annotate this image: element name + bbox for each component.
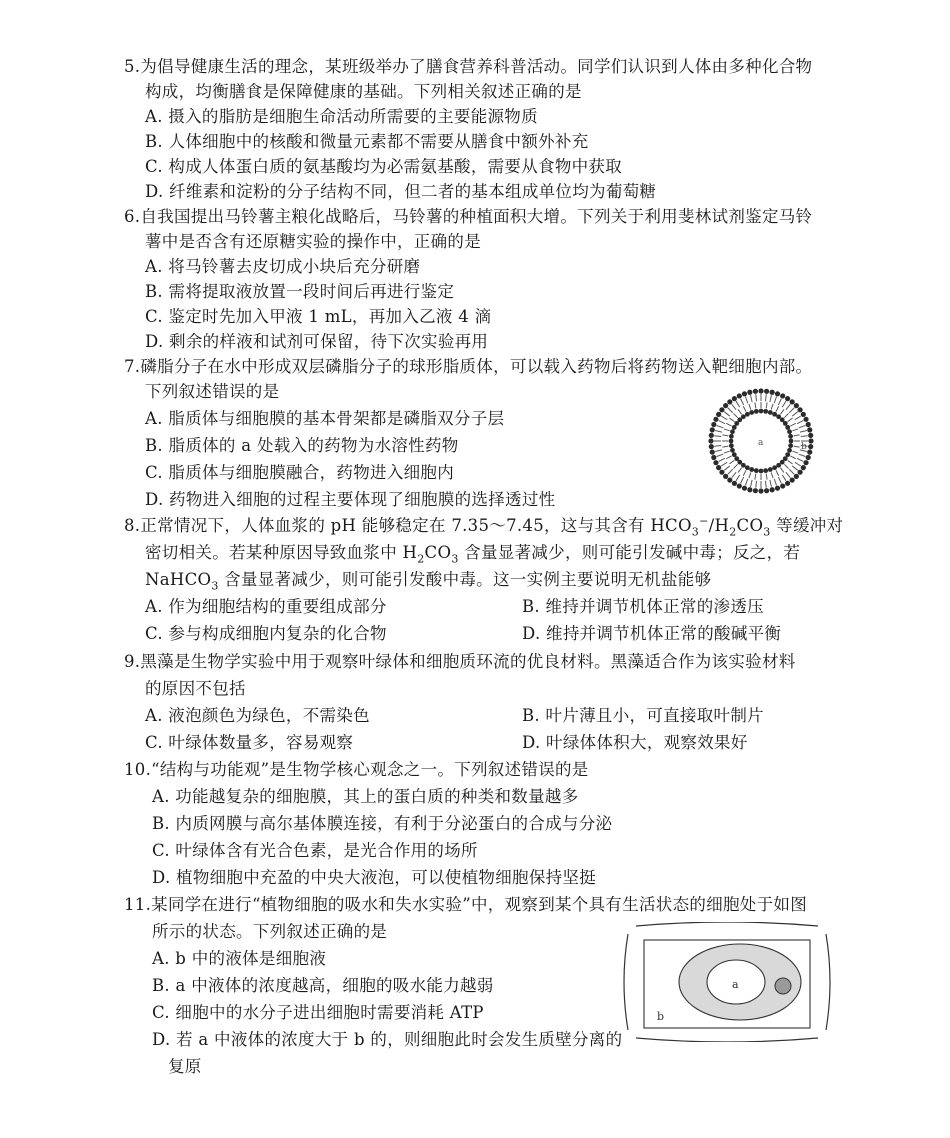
q8-option-c: C. 参与构成细胞内复杂的化合物	[145, 624, 387, 643]
phospholipid-tail	[755, 474, 756, 480]
phospholipid-tail	[801, 436, 808, 437]
phospholipid-head	[749, 467, 754, 472]
q8-option-d: D. 维持并调节机体正常的酸碱平衡	[522, 624, 782, 643]
phospholipid-tail	[776, 470, 779, 475]
phospholipid-tail	[770, 480, 772, 487]
phospholipid-tail	[732, 404, 736, 409]
q11-option-c: C. 细胞中的水分子进出细胞时需要消耗 ATP	[152, 1003, 484, 1022]
phospholipid-tail	[778, 399, 781, 405]
phospholipid-head	[730, 448, 735, 453]
phospholipid-tail	[770, 395, 772, 402]
phospholipid-head	[785, 481, 790, 486]
phospholipid-tail	[799, 425, 806, 427]
phospholipid-tail	[790, 456, 795, 459]
phospholipid-head	[713, 460, 718, 465]
phospholipid-head	[729, 443, 734, 448]
phospholipid-head	[788, 443, 793, 448]
phospholipid-head	[749, 410, 754, 415]
phospholipid-tail	[774, 479, 776, 486]
phospholipid-head	[808, 444, 813, 449]
phospholipid-tail	[728, 469, 733, 474]
q6-option-c: C. 鉴定时先加入甲液 1 mL，再加入乙液 4 滴	[145, 307, 492, 326]
phospholipid-tail	[736, 475, 740, 481]
phospholipid-tail	[729, 460, 734, 464]
phospholipid-tail	[724, 466, 729, 470]
phospholipid-head	[759, 469, 764, 474]
phospholipid-tail	[733, 464, 737, 468]
phospholipid-tail	[792, 451, 798, 453]
phospholipid-tail	[756, 394, 757, 401]
q7-option-b: B. 脂质体的 a 处载入的药物为水溶性药物	[145, 436, 459, 455]
phospholipid-head	[803, 417, 808, 422]
q8-option-b: B. 维持并调节机体正常的渗透压	[522, 597, 764, 616]
phospholipid-tail	[789, 408, 794, 413]
phospholipid-head	[768, 467, 773, 472]
phospholipid-tail	[797, 421, 803, 424]
q11-option-b: B. a 中液体的浓度越高，细胞的吸水能力越弱	[152, 976, 494, 995]
phospholipid-head	[794, 474, 799, 479]
phospholipid-tail	[792, 412, 797, 416]
phospholipid-tail	[722, 435, 728, 436]
phospholipid-head	[780, 393, 785, 398]
liposome-label-b: b	[801, 442, 807, 452]
q11-stem-line1: 11.某同学在进行“植物细胞的吸水和失水实验”中，观察到某个具有生活状态的细胞处于如图	[124, 895, 808, 914]
phospholipid-head	[806, 422, 811, 427]
q7-stem-line1: 7.磷脂分子在水中形成双层磷脂分子的球形脂质体，可以载入药物后将药物送入靶细胞内部。	[124, 357, 813, 376]
q9-stem-line1: 9.黑藻是生物学实验中用于观察叶绿体和细胞质环流的优良材料。黑藻适合作为该实验材料	[124, 652, 796, 671]
liposome-figure	[705, 385, 817, 497]
phospholipid-tail	[765, 394, 766, 401]
phospholipid-head	[790, 477, 795, 482]
phospholipid-tail	[797, 458, 803, 461]
phospholipid-head	[785, 452, 790, 457]
q5-stem-line2: 构成，均衡膳食是保障健康的基础。下列相关叙述正确的是	[145, 82, 582, 101]
q9-option-b: B. 叶片薄且小，可直接取叶制片	[522, 706, 764, 725]
phospholipid-head	[787, 429, 792, 434]
nucleus	[775, 978, 791, 994]
phospholipid-tail	[792, 466, 797, 470]
phospholipid-head	[808, 438, 813, 443]
phospholipid-tail	[743, 406, 746, 411]
phospholipid-tail	[714, 445, 721, 446]
phospholipid-tail	[724, 412, 729, 416]
phospholipid-tail	[741, 477, 744, 483]
phospholipid-tail	[741, 399, 744, 405]
phospholipid-tail	[726, 456, 731, 459]
phospholipid-tail	[795, 416, 801, 420]
phospholipid-head	[806, 455, 811, 460]
cell-wall-right	[826, 934, 830, 1030]
phospholipid-tail	[788, 460, 793, 464]
phospholipid-head	[727, 399, 732, 404]
phospholipid-tail	[780, 468, 784, 473]
phospholipid-head	[737, 393, 742, 398]
phospholipid-head	[780, 483, 785, 488]
phospholipid-tail	[743, 470, 746, 475]
phospholipid-head	[801, 465, 806, 470]
phospholipid-tail	[756, 481, 757, 488]
phospholipid-head	[741, 414, 746, 419]
q5-option-c: C. 构成人体蛋白质的氨基酸均为必需氨基酸，需要从食物中获取	[145, 157, 623, 176]
phospholipid-head	[730, 429, 735, 434]
phospholipid-tail	[732, 472, 736, 477]
q10-option-d: D. 植物细胞中充盈的中央大液泡，可以使植物细胞保持坚挺	[152, 868, 597, 887]
q7-option-d: D. 药物进入细胞的过程主要体现了细胞膜的选择透过性	[145, 490, 556, 509]
q6-stem-line1: 6.自我国提出马铃薯主粮化战略后，马铃薯的种植面积大增。下列关于利用斐林试剂鉴定马铃	[124, 207, 813, 226]
cell-label-b: b	[657, 1010, 665, 1023]
phospholipid-head	[801, 412, 806, 417]
phospholipid-head	[772, 465, 777, 470]
phospholipid-head	[787, 448, 792, 453]
phospholipid-head	[807, 450, 812, 455]
phospholipid-head	[737, 483, 742, 488]
phospholipid-head	[713, 417, 718, 422]
phospholipid-head	[745, 412, 750, 417]
phospholipid-head	[723, 474, 728, 479]
phospholipid-head	[763, 409, 768, 414]
phospholipid-tail	[745, 479, 747, 486]
q6-option-a: A. 将马铃薯去皮切成小块后充分研磨	[145, 257, 421, 276]
phospholipid-tail	[724, 451, 730, 453]
phospholipid-tail	[715, 431, 722, 433]
phospholipid-tail	[729, 418, 734, 422]
phospholipid-tail	[771, 472, 773, 478]
phospholipid-head	[764, 389, 769, 394]
phospholipid-head	[775, 486, 780, 491]
q6-stem-line2: 薯中是否含有还原糖实验的操作中，正确的是	[145, 232, 481, 251]
phospholipid-head	[758, 388, 763, 393]
phospholipid-head	[719, 407, 724, 412]
phospholipid-head	[803, 460, 808, 465]
phospholipid-head	[747, 390, 752, 395]
phospholipid-tail	[751, 480, 753, 487]
phospholipid-tail	[766, 402, 767, 408]
q5-option-b: B. 人体细胞中的核酸和微量元素都不需要从膳食中额外补充	[145, 132, 589, 151]
q6-option-b: B. 需将提取液放置一段时间后再进行鉴定	[145, 282, 455, 301]
phospholipid-head	[789, 439, 794, 444]
q10-stem: 10.“结构与功能观”是生物学核心观念之一。下列叙述错误的是	[124, 760, 589, 779]
phospholipid-head	[711, 422, 716, 427]
phospholipid-tail	[771, 404, 773, 410]
phospholipid-head	[745, 465, 750, 470]
phospholipid-head	[719, 470, 724, 475]
phospholipid-head	[785, 425, 790, 430]
phospholipid-head	[742, 391, 747, 396]
phospholipid-tail	[722, 446, 728, 447]
phospholipid-head	[734, 456, 739, 461]
phospholipid-tail	[784, 464, 788, 468]
phospholipid-tail	[792, 429, 798, 431]
phospholipid-tail	[733, 413, 737, 417]
phospholipid-head	[790, 399, 795, 404]
phospholipid-tail	[749, 404, 751, 410]
phospholipid-head	[768, 410, 773, 415]
phospholipid-head	[783, 421, 788, 426]
phospholipid-tail	[774, 397, 776, 404]
phospholipid-tail	[784, 413, 788, 417]
phospholipid-head	[770, 390, 775, 395]
cell-wall-bottom	[636, 1038, 818, 1042]
phospholipid-head	[709, 444, 714, 449]
q5-option-a: A. 摄入的脂肪是细胞生命活动所需要的主要能源物质	[145, 107, 538, 126]
phospholipid-tail	[738, 409, 742, 414]
phospholipid-head	[747, 487, 752, 492]
phospholipid-head	[759, 409, 764, 414]
phospholipid-head	[732, 481, 737, 486]
phospholipid-head	[742, 486, 747, 491]
phospholipid-head	[775, 391, 780, 396]
phospholipid-head	[807, 427, 812, 432]
phospholipid-tail	[789, 469, 794, 474]
phospholipid-tail	[794, 446, 800, 447]
phospholipid-head	[732, 396, 737, 401]
q7-stem-line2: 下列叙述错误的是	[145, 382, 280, 401]
phospholipid-head	[788, 434, 793, 439]
phospholipid-tail	[800, 431, 807, 433]
phospholipid-head	[770, 487, 775, 492]
phospholipid-tail	[782, 401, 786, 407]
phospholipid-head	[723, 403, 728, 408]
q11-option-d-line2: 复原	[168, 1057, 202, 1076]
q10-option-b: B. 内质网膜与高尔基体膜连接，有利于分泌蛋白的合成与分泌	[152, 814, 613, 833]
q10-option-a: A. 功能越复杂的细胞膜，其上的蛋白质的种类和数量越多	[152, 787, 579, 806]
q11-stem-line2: 所示的状态。下列叙述正确的是	[152, 922, 388, 941]
phospholipid-tail	[782, 475, 786, 481]
phospholipid-tail	[714, 436, 721, 437]
q9-option-c: C. 叶绿体数量多，容易观察	[145, 733, 354, 752]
phospholipid-head	[710, 427, 715, 432]
q11-option-d-line1: D. 若 a 中液体的浓度大于 b 的，则细胞此时会发生质壁分离的	[152, 1030, 623, 1049]
phospholipid-tail	[724, 429, 730, 431]
phospholipid-tail	[738, 468, 742, 473]
phospholipid-tail	[736, 401, 740, 407]
phospholipid-head	[729, 434, 734, 439]
phospholipid-head	[710, 450, 715, 455]
phospholipid-head	[732, 425, 737, 430]
phospholipid-tail	[715, 450, 722, 452]
q5-option-d: D. 纤维素和淀粉的分子结构不同，但二者的基本组成单位均为葡萄糖	[145, 182, 657, 201]
phospholipid-tail	[749, 472, 751, 478]
phospholipid-tail	[728, 408, 733, 413]
phospholipid-head	[797, 470, 802, 475]
phospholipid-tail	[719, 421, 725, 424]
phospholipid-head	[794, 403, 799, 408]
phospholipid-tail	[717, 425, 724, 427]
q11-option-a: A. b 中的液体是细胞液	[152, 949, 327, 968]
q6-option-d: D. 剩余的样液和试剂可保留，待下次实验再用	[145, 332, 489, 351]
q10-option-c: C. 叶绿体含有光合色素，是光合作用的场所	[152, 841, 478, 860]
phospholipid-tail	[717, 454, 724, 456]
q7-option-a: A. 脂质体与细胞膜的基本骨架都是磷脂双分子层	[145, 409, 505, 428]
q5-stem-line1: 5.为倡导健康生活的理念，某班级举办了膳食营养科普活动。同学们认识到人体由多种化合物	[124, 57, 813, 76]
phospholipid-head	[772, 412, 777, 417]
phospholipid-head	[797, 407, 802, 412]
phospholipid-head	[754, 468, 759, 473]
q8-stem-line3: NaHCO$_3$ 含量显著减少，则可能引发酸中毒。这一实例主要说明无机盐能够	[145, 570, 712, 593]
q9-option-d: D. 叶绿体体积大，观察效果好	[522, 733, 748, 752]
cell-wall-left	[624, 934, 628, 1030]
phospholipid-head	[753, 389, 758, 394]
phospholipid-head	[711, 455, 716, 460]
phospholipid-tail	[786, 404, 790, 409]
phospholipid-head	[716, 465, 721, 470]
q9-stem-line2: 的原因不包括	[145, 679, 246, 698]
phospholipid-tail	[719, 458, 725, 461]
q8-stem-line1: 8.正常情况下，人体血浆的 pH 能够稳定在 7.35～7.45，这与其含有 $HCO_3^-/H_2CO_3$ 等缓冲对	[124, 514, 844, 539]
q9-option-a: A. 液泡颜色为绿色，不需染色	[145, 706, 370, 725]
phospholipid-head	[729, 439, 734, 444]
phospholipid-tail	[780, 409, 784, 414]
cell-label-a: a	[732, 978, 739, 991]
phospholipid-tail	[726, 423, 731, 426]
phospholipid-tail	[745, 397, 747, 404]
phospholipid-tail	[751, 395, 753, 402]
phospholipid-head	[785, 396, 790, 401]
phospholipid-tail	[778, 477, 781, 483]
phospholipid-head	[753, 488, 758, 493]
phospholipid-head	[764, 488, 769, 493]
liposome-label-a: a	[758, 438, 764, 448]
phospholipid-head	[758, 488, 763, 493]
phospholipid-tail	[721, 416, 727, 420]
phospholipid-head	[716, 412, 721, 417]
q8-stem-line2: 密切相关。若某种原因导致血浆中 $H_2CO_3$ 含量显著减少，则可能引发碱中毒；反之，若	[145, 543, 801, 566]
phospholipid-tail	[794, 435, 800, 436]
phospholipid-tail	[776, 406, 779, 411]
phospholipid-head	[727, 477, 732, 482]
phospholipid-tail	[765, 481, 766, 488]
phospholipid-tail	[788, 418, 793, 422]
plant-cell-figure	[622, 922, 832, 1042]
phospholipid-tail	[795, 462, 801, 466]
phospholipid-tail	[786, 472, 790, 477]
phospholipid-tail	[790, 423, 795, 426]
phospholipid-head	[708, 438, 713, 443]
phospholipid-tail	[755, 402, 756, 408]
phospholipid-head	[754, 409, 759, 414]
q8-option-a: A. 作为细胞结构的重要组成部分	[145, 597, 387, 616]
phospholipid-head	[732, 452, 737, 457]
phospholipid-head	[709, 433, 714, 438]
phospholipid-head	[776, 463, 781, 468]
phospholipid-tail	[766, 474, 767, 480]
phospholipid-head	[808, 433, 813, 438]
phospholipid-tail	[721, 462, 727, 466]
q7-option-c: C. 脂质体与细胞膜融合，药物进入细胞内	[145, 463, 455, 482]
phospholipid-head	[763, 468, 768, 473]
phospholipid-tail	[799, 454, 806, 456]
cell-wall-top	[636, 922, 818, 926]
